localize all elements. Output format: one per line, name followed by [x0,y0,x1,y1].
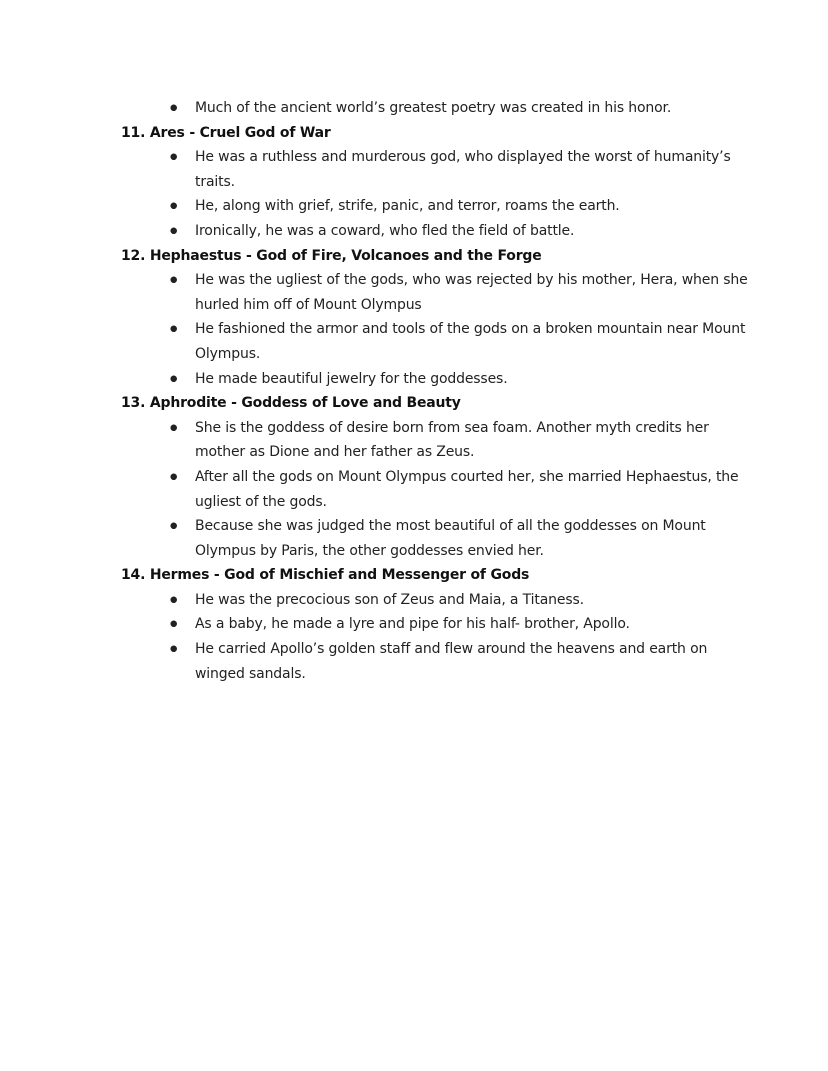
intro-bullet-list [121,96,761,121]
section-title: 11. Ares - Cruel God of War [121,124,331,141]
bullet-item: ● He, along with grief, strife, panic, and terror, roams the earth. [121,194,761,219]
bullet-item: ● He carried Apollo’s golden staff and flew around the heavens and earth on winged sandals. [121,637,761,686]
section-title: 14. Hermes - God of Mischief and Messenger of Gods [121,567,530,584]
bullet-item: ● He was a ruthless and murderous god, who displayed the worst of humanity’s traits. [121,145,761,194]
bullet-list [121,268,761,391]
bullet-item: ● Ironically, he was a coward, who fled the field of battle. [121,219,761,244]
bullet-item: ● Because she was judged the most beautiful of all the goddesses on Mount Olympus by Paris, the other goddesses envied her. [121,514,761,563]
bullet-item: ● He was the precocious son of Zeus and Maia, a Titaness. [121,588,761,613]
section-hermes [121,563,761,686]
bullet-item: ● He fashioned the armor and tools of the gods on a broken mountain near Mount Olympus. [121,317,761,366]
section-hephaestus [121,244,761,392]
bullet-list [121,416,761,564]
bullet-item: ● She is the goddess of desire born from sea foam. Another myth credits her mother as Dione and her father as Zeus. [121,416,761,465]
bullet-item: ● He was the ugliest of the gods, who was rejected by his mother, Hera, when she hurled him off of Mount Olympus [121,268,761,317]
bullet-item: ● After all the gods on Mount Olympus courted her, she married Hephaestus, the ugliest of the gods. [121,465,761,514]
bullet-item: ● Much of the ancient world’s greatest poetry was created in his honor. [121,96,761,121]
section-ares [121,121,761,244]
document-content [121,96,761,686]
section-aphrodite [121,391,761,563]
bullet-item: ● As a baby, he made a lyre and pipe for his half- brother, Apollo. [121,612,761,637]
bullet-list [121,588,761,686]
bullet-item: ● He made beautiful jewelry for the goddesses. [121,367,761,392]
section-title: 13. Aphrodite - Goddess of Love and Beauty [121,395,461,412]
section-title: 12. Hephaestus - God of Fire, Volcanoes and the Forge [121,247,542,264]
bullet-list [121,145,761,243]
